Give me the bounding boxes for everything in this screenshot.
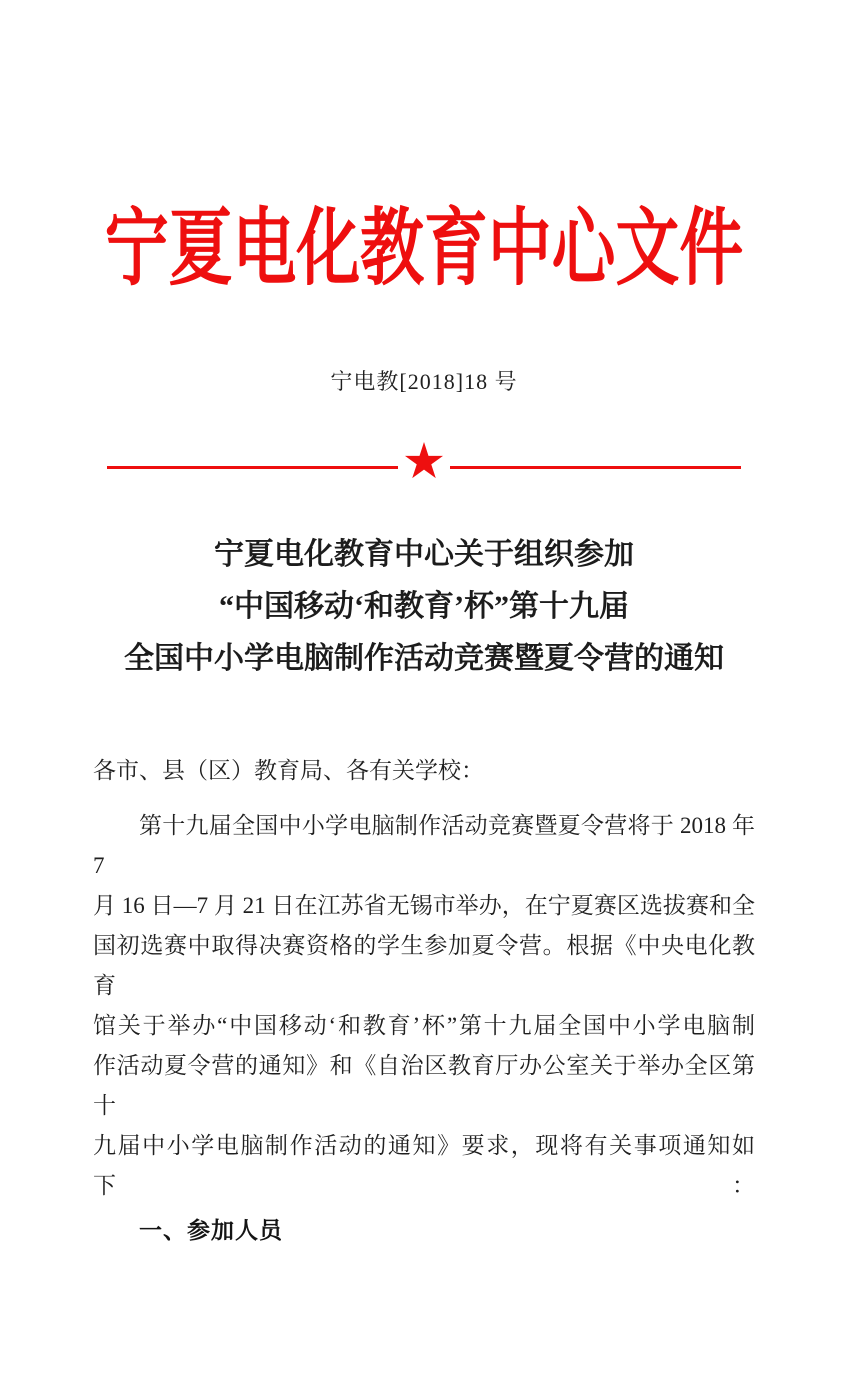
- divider-line-left: [107, 466, 398, 469]
- document-title-line-3: 全国中小学电脑制作活动竞赛暨夏令营的通知: [124, 642, 724, 675]
- masthead-title: 宁夏电化教育中心文件: [104, 203, 744, 296]
- doc-number: 宁电教[2018]18 号: [330, 369, 518, 394]
- star-divider: [107, 445, 741, 489]
- paragraph-line: 月 16 日—7 月 21 日在江苏省无锡市举办，在宁夏赛区选拔赛和全: [93, 893, 755, 918]
- salutation: 各市、县（区）教育局、各有关学校：: [93, 758, 484, 783]
- paragraph-line: 作活动夏令营的通知》和《自治区教育厅办公室关于举办全区第十: [93, 1053, 755, 1118]
- divider-line-right: [450, 466, 741, 469]
- paragraph-line: 国初选赛中取得决赛资格的学生参加夏令营。根据《中央电化教育: [93, 933, 755, 998]
- paragraph-line: 第十九届全国中小学电脑制作活动竞赛暨夏令营将于 2018 年 7: [93, 813, 755, 878]
- section-heading: 一、参加人员: [139, 1217, 283, 1243]
- document-page: [0, 195, 850, 1396]
- body-paragraph: [93, 806, 755, 1206]
- document-title-line-1: 宁夏电化教育中心关于组织参加: [214, 538, 634, 571]
- masthead: [93, 195, 755, 305]
- red-star-icon: [404, 447, 444, 487]
- paragraph-line: 九届中小学电脑制作活动的通知》要求，现将有关事项通知如下：: [93, 1133, 755, 1198]
- document-title-line-2: “中国移动‘和教育’杯”第十九届: [219, 590, 629, 623]
- document-title: [93, 529, 755, 685]
- paragraph-line: 馆关于举办“中国移动‘和教育’杯”第十九届全国中小学电脑制: [93, 1013, 755, 1038]
